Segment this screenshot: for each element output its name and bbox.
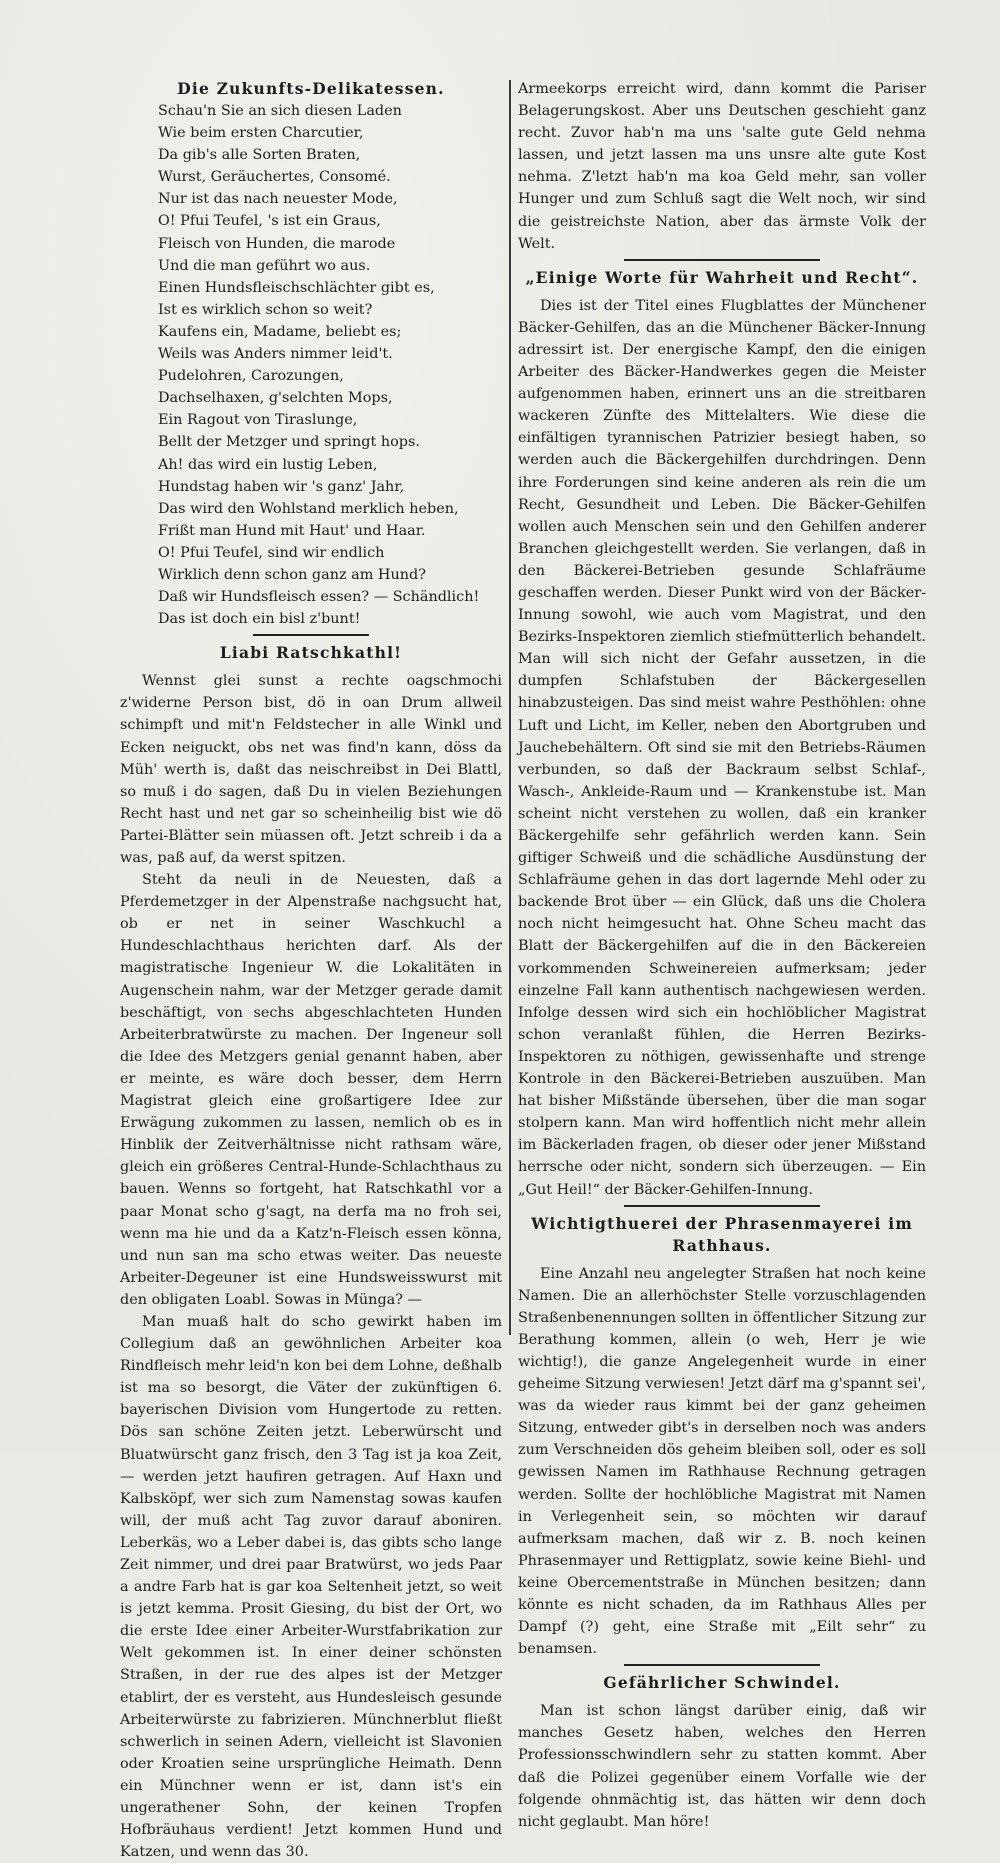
- poem-line: Daß wir Hundsfleisch essen? — Schändlich!: [158, 589, 480, 606]
- column-divider: [509, 80, 511, 1335]
- poem-line: Das ist doch ein bisl z'bunt!: [158, 611, 361, 628]
- left-column: [120, 78, 502, 1861]
- letter-paragraph-1: Wennst glei sunst a rechte oagschmochi z'widerne Person bist, dö in oan Drum allweil schimpft und mit'n Feldstecher in alle Winkl und Ecken neiguckt, obs net was find'n kann, döss da Müh' werth is, daßt das neischreibst in Dei Blattl, so muß i do sagen, daß Du in vielen Beziehungen Recht hast und net gar so scheinheilig bist wie dö Partei-Blätter sein müassen oft. Jetzt schreib i da a was, paß auf, da werst spitzen.: [120, 673, 502, 866]
- letter-paragraph-2: Steht da neuli in de Neuesten, daß a Pferdemetzger in der Alpenstraße nachgsucht hat, ob er net in seiner Waschkuchl a Hundeschlachthaus herichten darf. Als der magistratische Ingenieur W. die Lokalitäten in Augenschein nahm, war der Metzger gerade damit beschäftigt, von sechs abgeschlachteten Hunden Arbeiterbratwürste zu machen. Der Ingeneur soll die Idee des Metzgers genial genannt haben, aber er meinte, es wäre doch besser, dem Herrn Magistrat gleich eine großartigere Idee zur Erwägung zukommen zu lassen, nemlich ob es in Hinblik der Zeitverhältnisse nicht rathsam wäre, gleich ein größeres Central-Hunde-Schlachthaus zu bauen. Wenns so fortgeht, hat Ratschkathl vor a paar Monat scho g'sagt, na derfa ma no froh sei, wenn ma hie und da a Katz'n-Fleisch essen könna, und nun san ma scho etwas weiter. Das neueste Arbeiter-Degeuner ist eine Hundsweisswurst mit den obligaten Loabl. Sowas in Münga? —: [120, 872, 502, 1308]
- poem-title: Die Zukunfts-Delikatessen.: [177, 79, 445, 98]
- poem-line: Frißt man Hund mit Haut' und Haar.: [158, 522, 426, 539]
- continuation-text: Armeekorps erreicht wird, dann kommt die Pariser Belagerungskost. Aber uns Deutschen geschieht ganz recht. Zuvor hab'n ma uns 'salte gute Geld nehma lassen, und jetzt lassen ma uns unsre alte gute Kost nehma. Z'letzt hab'n ma koa Geld mehr, san voller Hunger und zum Schluß sagt die Welt noch, wir sind die geistreichste Nation, aber das ärmste Volk der Welt.: [518, 81, 926, 252]
- poem-line: O! Pfui Teufel, 's ist ein Graus,: [158, 213, 381, 230]
- poem-line: Dachselhaxen, g'selchten Mops,: [158, 390, 393, 407]
- letter-paragraph-3: Man muaß halt do scho gewirkt haben im Collegium daß an gewöhnlichen Arbeiter koa Rindfleisch mehr leid'n kon bei dem Lohne, deßhalb ist ma so besorgt, die Väter der zukünftigen 6. bayerischen Division vom Hungertode zu retten. Dös san schöne Zeiten jetzt. Leberwürscht und Bluatwürscht ganz frisch, den 3 Tag ist ja koa Zeit, — werden jetzt haufiren getragen. Auf Haxn und Kalbsköpf, wer sich zum Namenstag sowas kaufen will, der muß acht Tag zuvor darauf aboniren. Leberkäs, wo a Leber dabei is, das gibts scho lange Zeit nimmer, und drei paar Bratwürst, wo jeds Paar a andre Farb hat is gar koa Seltenheit jetzt, so weit is jetzt kemma. Prosit Giesing, du bist der Ort, wo die erste Idee einer Arbeiter-Wurstfabrikation zur Welt gekommen ist. In einer deiner schönsten Straßen, in der rue des alpes ist der Metzger etablirt, der es versteht, aus Hundesleisch gesunde Arbeiterwürste zu fabrizieren. Münchnerblut fließt schwerlich in seinen Adern, vielleicht ist Slavonien oder Kroatien seine ursprüngliche Heimath. Denn ein Münchner wenn er ist, dann ist's ein ungerathener Sohn, der keinen Tropfen Hofbräuhaus verdient! Jetzt kommen Hund und Katzen, und wenn das 30.: [120, 1313, 502, 1861]
- poem-line: Nur ist das nach neuester Mode,: [158, 191, 398, 208]
- poem-line: Wirklich denn schon ganz am Hund?: [158, 566, 426, 583]
- poem-line: Wie beim ersten Charcutier,: [158, 125, 364, 142]
- section-rule: [624, 1664, 820, 1666]
- poem-line: Pudelohren, Carozungen,: [158, 368, 344, 385]
- article3-text: Man ist schon längst darüber einig, daß wir manches Gesetz haben, welches den Herren Professionsschwindlern sehr zu statten kommt. Aber daß die Polizei gegenüber einem Vorfalle wie der folgende ohnmächtig ist, das hätten wir denn doch nicht geglaubt. Man höre!: [518, 1703, 926, 1830]
- poem-line: Weils was Anders nimmer leid't.: [158, 346, 393, 363]
- poem-line: Fleisch von Hunden, die marode: [158, 235, 396, 252]
- poem-line: Hundstag haben wir 's ganz' Jahr,: [158, 478, 405, 495]
- poem-line: Wurst, Geräuchertes, Consomé.: [158, 169, 391, 186]
- article3-title: Gefährlicher Schwindel.: [603, 1673, 841, 1693]
- poem-line: Das wird den Wohlstand merklich heben,: [158, 500, 459, 517]
- poem-line: Und die man geführt wo aus.: [158, 257, 371, 274]
- poem-line: Ist es wirklich schon so weit?: [158, 301, 373, 318]
- article1-title: „Einige Worte für Wahrheit und Recht“.: [525, 267, 919, 287]
- letter-title: Liabi Ratschkathl!: [219, 643, 403, 663]
- poem-line: Schau'n Sie an sich diesen Laden: [158, 103, 402, 119]
- poem-line: Da gib's alle Sorten Braten,: [158, 147, 361, 164]
- poem-line: Kaufens ein, Madame, beliebt es;: [158, 323, 402, 340]
- section-rule: [624, 259, 820, 261]
- section-rule: [624, 1205, 820, 1207]
- poem-line: Ein Ragout von Tiraslunge,: [158, 412, 358, 429]
- poem-line: Einen Hundsfleischschlächter gibt es,: [158, 279, 435, 296]
- right-column: [518, 78, 926, 1830]
- poem-lines: [158, 100, 502, 630]
- poem-line: O! Pfui Teufel, sind wir endlich: [158, 544, 385, 561]
- article2-title: Wichtigthuerei der Phrasenmayerei im Rathhaus.: [531, 1213, 913, 1255]
- section-rule: [253, 634, 369, 636]
- article2-text: Eine Anzahl neu angelegter Straßen hat noch keine Namen. Die an allerhöchster Stelle vorzuschlagenden Straßenbenennungen sollten in öffentlicher Sitzung zur Berathung kommen, allein (o weh, Herr je wie wichtig!), die ganze Angelegenheit wurde in einer geheime Sitzung verwiesen! Jetzt därf ma g'spannt sei', was da wieder raus kimmt bei der ganz geheimen Sitzung, entweder gibt's in derselben noch was anders zum Verschneiden dös geheim bleiben soll, oder es soll gewissen Namen im Rathhause Rechnung getragen werden. Sollte der hochlöbliche Magistrat mit Namen in Verlegenheit sein, so möchten wir darauf aufmerksam machen, daß wir z. B. noch keinen Phrasenmayer und Rettigplatz, sowie keine Biehl- und keine Obercementstraße in München besitzen; dann könnte es nicht schaden, da im Rathhaus Alles per Dampf (?) geht, eine Straße mit „Eilt sehr“ zu benamsen.: [518, 1265, 926, 1658]
- poem-line: Bellt der Metzger und springt hops.: [158, 434, 420, 451]
- poem-line: Ah! das wird ein lustig Leben,: [158, 456, 378, 473]
- article1-text: Dies ist der Titel eines Flugblattes der Münchener Bäcker-Gehilfen, das an die Münchener Bäcker-Innung adressirt ist. Der energische Kampf, den die einigen Arbeiter des Bäcker-Handwerkes gegen die Meister aufgenommen haben, erinnert uns an die streitbaren wackeren Zünfte des Mittelalters. Wie diese die einfältigen tyrannischen Patrizier besiegt haben, so werden auch die Bäckergehilfen durchdringen. Denn ihre Forderungen sind keine anderen als rein die um Recht, Gesundheit und Leben. Die Bäcker-Gehilfen wollen auch Menschen sein und den Gehilfen anderer Branchen gleichgestellt werden. Sie verlangen, daß in den Bäckerei-Betrieben gesunde Schlafräume geschaffen werden. Dieser Punkt wird von der Bäcker-Innung sowohl, wie auch vom Magistrat, und den Bezirks-Inspektoren ziemlich stiefmütterlich behandelt. Man will sich nicht der Gefahr aussetzen, in die dumpfen Schlafstuben der Bäckergesellen hinabzusteigen. Das sind meist wahre Pesthöhlen: ohne Luft und Licht, im Keller, neben den Abortgruben und Jauchebehältern. Oft sind sie mit den Betriebs-Räumen verbunden, so daß der Backraum selbst Schlaf-, Wasch-, Ankleide-Raum und — Krankenstube ist. Man scheint nicht verstehen zu wollen, daß ein kranker Bäckergehilfe sehr gefährlich werden kann. Sein giftiger Schweiß und die schädliche Ausdünstung der Schlafräume gehen in das dort lagernde Mehl oder zu backende Brot über — ein Glück, daß uns die Cholera noch nicht heimgesucht hat. Ohne Scheu macht das Blatt der Bäckergehilfen auf die in den Bäckereien vorkommenden Schweinereien aufmerksam; jeder einzelne Fall kann authentisch nachgewiesen werden. Infolge dessen wird sich ein hochlöblicher Magistrat schon veranlaßt fühlen, die Herren Bezirks-Inspektoren zu nöthigen, gewissenhafte und strenge Kontrole in den Bäckerei-Betrieben auszuüben. Man hat bisher Mißstände übersehen, über die man sogar stolpern kann. Man wird hoffentlich nicht mehr allein im Bäckerladen fragen, ob dieser oder jener Mißstand herrsche oder nicht, sondern sich überzeugen. — Ein „Gut Heil!“ der Bäcker-Gehilfen-Innung.: [518, 297, 926, 1198]
